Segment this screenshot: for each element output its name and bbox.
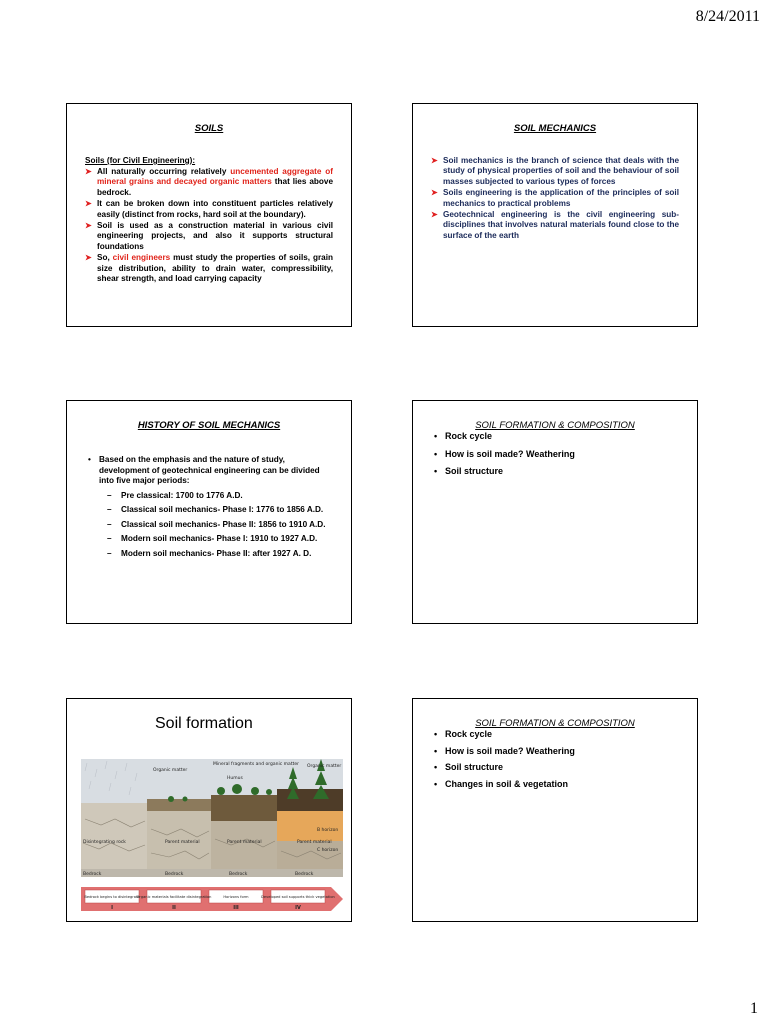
arrow-bullet-icon: ➤ bbox=[85, 199, 92, 209]
arrow-bullet-icon: ➤ bbox=[431, 188, 438, 198]
bullet-dot-icon: • bbox=[434, 729, 438, 739]
list-item: • How is soil made? Weathering bbox=[434, 745, 575, 756]
highlight-text: civil engineers bbox=[112, 253, 171, 263]
list-item: – Pre classical: 1700 to 1776 A.D. bbox=[107, 490, 243, 500]
list-item: • Changes in soil & vegetation bbox=[434, 778, 569, 789]
slide-title: SOILS bbox=[194, 123, 224, 134]
stage-3-humus bbox=[211, 795, 277, 821]
label-parent-material-2: Parent material bbox=[165, 840, 200, 845]
bullet-list bbox=[431, 431, 679, 477]
bullet-dot-icon: • bbox=[434, 762, 438, 772]
bullet-dot-icon: • bbox=[434, 448, 438, 459]
slide-history bbox=[66, 400, 352, 624]
arrow-bullet-icon: ➤ bbox=[431, 156, 438, 165]
list-item: • Rock cycle bbox=[434, 431, 493, 441]
slide-soil-formation-composition bbox=[412, 400, 698, 624]
label-bedrock-1: Bedrock bbox=[83, 872, 102, 877]
stage-1-number: I bbox=[111, 905, 113, 911]
slide-soil-formation-composition-2 bbox=[412, 698, 698, 922]
label-parent-material-3: Parent material bbox=[227, 840, 262, 845]
page-number: 1 bbox=[750, 1000, 758, 1017]
list-item: • Soil structure bbox=[434, 466, 504, 476]
label-organic-matter: Organic matter bbox=[153, 768, 188, 773]
bullet-list bbox=[85, 167, 333, 284]
list-item: ➤ Soils engineering is the application of the principles of soil mechanics to practical problems bbox=[431, 188, 679, 208]
slide-soil-mechanics bbox=[412, 103, 698, 327]
list-item: • Soil structure bbox=[434, 762, 504, 772]
slide-title: HISTORY OF SOIL MECHANICS bbox=[137, 420, 281, 431]
list-item: ➤ Geotechnical engineering is the civil engineering sub-disciplines that involves natural materials found close to the surface of the earth bbox=[431, 210, 679, 240]
list-item: – Modern soil mechanics- Phase II: after 1927 A. D. bbox=[107, 548, 312, 558]
stage-3-number: III bbox=[233, 905, 239, 911]
stage-4-label: Developed soil supports thick vegetation bbox=[261, 895, 335, 899]
slide-title: SOIL FORMATION & COMPOSITION bbox=[475, 420, 635, 431]
arrow-bullet-icon: ➤ bbox=[85, 221, 92, 231]
slide-title: SOIL MECHANICS bbox=[513, 123, 597, 134]
print-date: 8/24/2011 bbox=[695, 8, 760, 25]
arrow-bullet-icon: ➤ bbox=[431, 210, 438, 220]
label-humus: Humus bbox=[227, 776, 243, 781]
list-item: – Classical soil mechanics- Phase II: 1856 to 1910 A.D. bbox=[107, 519, 326, 529]
label-c-horizon: C horizon bbox=[317, 848, 339, 853]
arrow-bullet-icon: ➤ bbox=[85, 253, 92, 263]
list-item: ➤ So, civil engineers must study the properties of soils, grain size distribution, ability to drain water, compressibility, shear strength, and load carrying capacity bbox=[85, 253, 333, 284]
label-disintegrating-rock: Disintegrating rock bbox=[83, 840, 126, 845]
list-item: ➤ Soil mechanics is the branch of science that deals with the study of physical properties of soil and the behaviour of soil masses subjected to various types of forces bbox=[431, 156, 679, 186]
highlight-text: uncemented aggregate of mineral grains and decayed organic matters bbox=[97, 167, 334, 187]
list-item: • Rock cycle bbox=[434, 729, 493, 739]
list-item: – Modern soil mechanics- Phase I: 1910 to 1927 A.D. bbox=[107, 534, 318, 543]
stage-labels bbox=[84, 895, 334, 899]
list-item: ➤ All naturally occurring relatively uncemented aggregate of mineral grains and decayed organic matters that lies above bedrock. bbox=[85, 167, 334, 197]
stage-4-topsoil bbox=[277, 789, 343, 811]
soil-formation-diagram bbox=[81, 759, 347, 921]
slide-title: SOIL FORMATION & COMPOSITION bbox=[475, 718, 635, 729]
label-mineral-fragments: Mineral fragments and organic matter bbox=[213, 762, 299, 767]
bullet-dot-icon: • bbox=[434, 778, 438, 789]
label-bedrock-4: Bedrock bbox=[295, 872, 314, 877]
list-item: – Classical soil mechanics- Phase I: 1776 to 1856 A.D. bbox=[107, 505, 324, 514]
period-list bbox=[99, 491, 333, 560]
stage-1-rock bbox=[81, 803, 147, 875]
stage-2-number: II bbox=[172, 905, 176, 911]
stage-4-b-horizon bbox=[277, 811, 343, 841]
bullet-dot-icon: • bbox=[434, 466, 438, 476]
stage-1-label: Bedrock begins to disintegrate bbox=[84, 895, 140, 899]
list-item: ➤ It can be broken down into constituent particles relatively easily (distinct from rocks, hard soil at the boundary). bbox=[85, 199, 333, 219]
stage-2-label: Organic materials facilitate disintegration bbox=[136, 895, 212, 899]
label-bedrock-2: Bedrock bbox=[165, 872, 184, 877]
arrow-bullet-icon: ➤ bbox=[85, 167, 92, 176]
stage-2-organic-layer bbox=[147, 799, 211, 811]
bullet-list bbox=[431, 156, 679, 241]
label-b-horizon: B horizon bbox=[317, 828, 339, 833]
list-item: • Based on the emphasis and the nature of study, development of geotechnical engineering can be divided into five major periods: – Pre classical: 1700 to 1776 A.D. – Classical soil mechanics- Phase I: 1776 to 1856 A.D. – Classical soil mechanics- Phase II: 1856 to 1910 A.D. – Modern soil mechanics- Phase I: 1910 to 1927 A.D. – Modern soil mechanics- Phase II: after 1927 A. D. bbox=[85, 455, 333, 559]
slide-soil-formation bbox=[66, 698, 352, 922]
list-item: ➤ Soil is used as a construction material in various civil engineering projects, and also it supports structural foundations bbox=[85, 221, 333, 251]
label-bedrock-3: Bedrock bbox=[229, 872, 248, 877]
slide-soils bbox=[66, 103, 352, 327]
label-parent-material-4: Parent material bbox=[297, 840, 332, 845]
bullet-list bbox=[85, 455, 333, 559]
stage-4-number: IV bbox=[295, 905, 301, 911]
list-item: • How is soil made? Weathering bbox=[434, 448, 575, 459]
slide-subhead: Soils (for Civil Engineering): bbox=[85, 156, 196, 165]
bullet-dot-icon: • bbox=[434, 745, 438, 756]
bullet-dot-icon: • bbox=[88, 455, 91, 464]
label-organic-matter-2: Organic matter bbox=[307, 764, 342, 769]
bullet-list bbox=[431, 729, 679, 789]
stage-3-label: Horizons form bbox=[223, 895, 249, 899]
bullet-dot-icon: • bbox=[434, 431, 438, 441]
slide-title: Soil formation bbox=[155, 715, 253, 732]
